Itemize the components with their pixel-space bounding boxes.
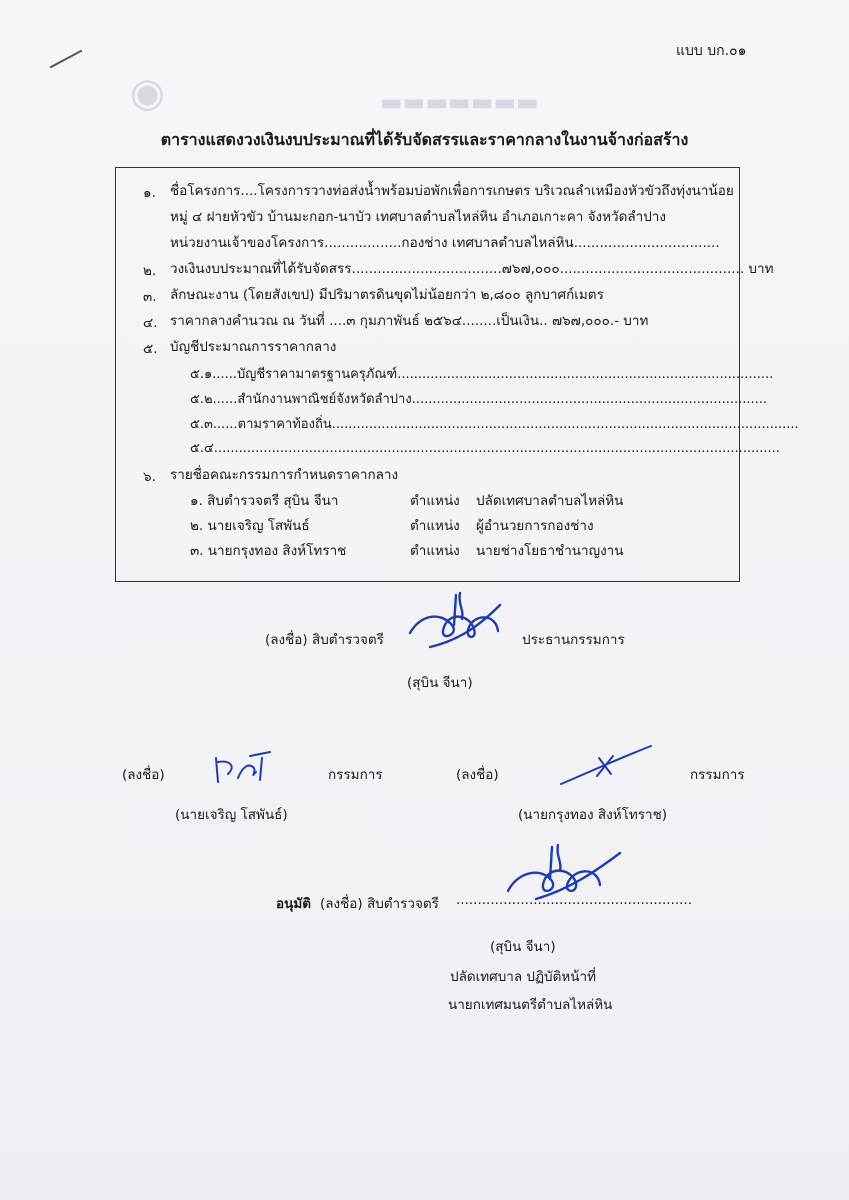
chair-name: (สุบิน จีนา) — [407, 675, 473, 691]
item-number: ๕. — [143, 341, 158, 357]
show-through-emblem: ◉ — [130, 70, 165, 116]
committee-label-3: ตำแหน่ง — [410, 543, 460, 559]
project-name-line2: หมู่ ๔ ฝายหัวขัว บ้านมะกอก-นาบัว เทศบาลตำบลไหล่หิน อำเภอเกาะคา จังหวัดลำปาง — [170, 209, 666, 225]
committee-label-1: ตำแหน่ง — [410, 493, 460, 509]
chair-role: ประธานกรรมการ — [522, 632, 625, 648]
item-number: ๒. — [143, 263, 157, 279]
committee-position-1: ปลัดเทศบาลตำบลไหล่หิน — [476, 493, 624, 509]
member1-role: กรรมการ — [328, 767, 383, 783]
member1-name: (นายเจริญ โสพันธ์) — [175, 807, 288, 823]
document-title: ตารางแสดงวงเงินงบประมาณที่ได้รับจัดสรรและราคากลางในงานจ้างก่อสร้าง — [160, 130, 689, 149]
approve-signature-line: ....................................................... — [456, 892, 693, 908]
project-name-line1: ชื่อโครงการ....โครงการวางท่อส่งน้ำพร้อมบ่อพักเพื่อการเกษตร บริเวณลำเหมืองหัวขัวถึงทุ่งนาน้อย — [170, 183, 734, 199]
approve-signature-icon — [500, 835, 630, 905]
budget-amount: วงเงินงบประมาณที่ได้รับจัดสรร...................................๗๖๗,๐๐๐........................................... บาท — [170, 261, 774, 277]
member2-name: (นายกรุงทอง สิงห์โทราช) — [518, 807, 668, 823]
item-number: ๔. — [143, 315, 158, 331]
committee-label-2: ตำแหน่ง — [410, 518, 460, 534]
estimate-source-4: ๕.๔......................................................................................................................................... — [190, 441, 780, 456]
chair-sign-label: (ลงชื่อ) สิบตำรวจตรี — [265, 632, 384, 648]
approve-name: (สุบิน จีนา) — [490, 939, 556, 955]
item-number: ๑. — [143, 185, 156, 201]
committee-name-3: ๓. นายกรุงทอง สิงห์โทราช — [190, 543, 347, 559]
member1-signature-icon — [210, 748, 280, 788]
member2-signature-icon — [555, 740, 655, 790]
show-through-heading: ▬▬▬▬▬▬▬ — [380, 88, 539, 116]
approve-title-1: ปลัดเทศบาล ปฏิบัติหน้าที่ — [450, 969, 596, 985]
committee-heading: รายชื่อคณะกรรมการกำหนดราคากลาง — [170, 467, 399, 483]
item-number: ๖. — [143, 469, 156, 485]
form-code: แบบ บก.๐๑ — [676, 43, 747, 59]
committee-name-1: ๑. สิบตำรวจตรี สุบิน จีนา — [190, 493, 339, 509]
chair-signature-icon — [400, 585, 520, 655]
median-price: ราคากลางคำนวณ ณ วันที่ ....๓ กุมภาพันธ์ ๒๕๖๔........เป็นเงิน.. ๗๖๗,๐๐๐.- บาท — [170, 313, 649, 329]
work-description: ลักษณะงาน (โดยสังเขป) มีปริมาตรดินขุดไม่น้อยกว่า ๒,๘๐๐ ลูกบาศก์เมตร — [170, 287, 604, 303]
member2-role: กรรมการ — [690, 767, 745, 783]
estimate-source-1: ๕.๑......บัญชีราคามาตรฐานครุภัณฑ์........................................................................................... — [190, 367, 774, 382]
approve-label: อนุมัติ — [276, 896, 312, 912]
estimate-source-2: ๕.๒......สำนักงานพาณิชย์จังหวัดลำปาง...................................................................................... — [190, 392, 768, 407]
item-number: ๓. — [143, 289, 157, 305]
price-estimate-heading: บัญชีประมาณการราคากลาง — [170, 339, 337, 355]
member2-sign-label: (ลงชื่อ) — [456, 767, 499, 783]
committee-name-2: ๒. นายเจริญ โสพันธ์ — [190, 518, 310, 534]
member1-sign-label: (ลงชื่อ) — [122, 767, 165, 783]
pen-mark — [50, 50, 83, 69]
committee-position-2: ผู้อำนวยการกองช่าง — [476, 518, 594, 534]
project-owner: หน่วยงานเจ้าของโครงการ..................กองช่าง เทศบาลตำบลไหล่หิน.................................. — [170, 235, 720, 251]
estimate-source-3: ๕.๓......ตามราคาท้องถิ่น................................................................................................................. — [190, 417, 799, 432]
committee-position-3: นายช่างโยธาชำนาญงาน — [476, 543, 624, 559]
approve-title-2: นายกเทศมนตรีตำบลไหล่หิน — [448, 997, 613, 1013]
approve-sign-label: (ลงชื่อ) สิบตำรวจตรี — [320, 896, 439, 912]
